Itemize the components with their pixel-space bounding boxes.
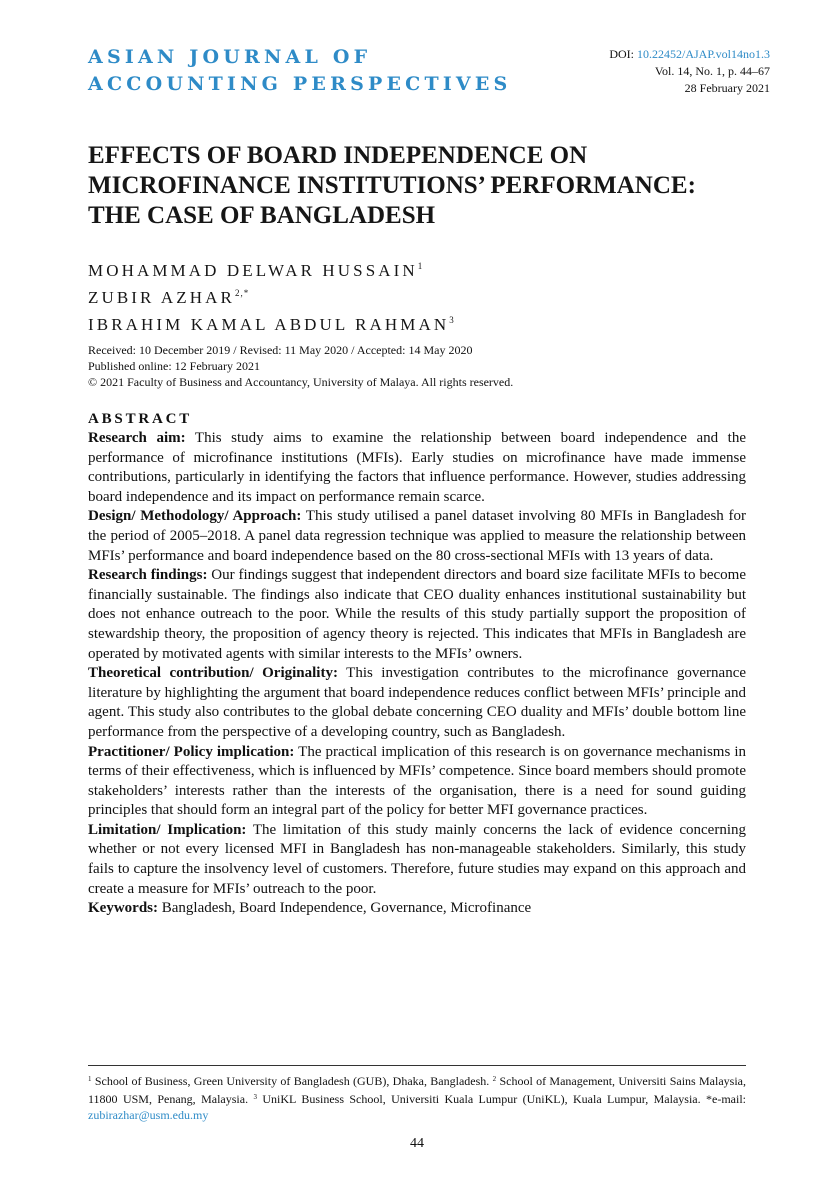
author-name: ZUBIR AZHAR xyxy=(88,288,235,307)
publication-history xyxy=(88,342,513,390)
section-text: This study utilised a panel dataset involving 80 MFIs in Bangladesh for the period of 2005–2018. A panel data regression technique was applied to measure the relationship between MFIs’ performance and board independence based on the 80 cross-sectional MFIs with 13 years of data. xyxy=(88,508,747,564)
abstract-findings xyxy=(88,566,746,664)
section-text: Our findings suggest that independent directors and board size facilitate MFIs to become financially sustainable. The findings also indicate that CEO duality enhances institutional sustainability but does not enhance outreach to the poor. While the results of this study partially support the proposition of stewardship theory, the proposition of agency theory is rejected. This indicates that MFIs in Bangladesh are operated by motivated agents with similar interests to the MFIs’ owners. xyxy=(88,567,746,662)
copyright: © 2021 Faculty of Business and Accountancy, University of Malaya. All rights reserved. xyxy=(88,375,514,389)
author-name: IBRAHIM KAMAL ABDUL RAHMAN xyxy=(88,315,450,334)
abstract xyxy=(88,410,746,919)
section-lead: Practitioner/ Policy implication: xyxy=(88,743,295,760)
section-text: This study aims to examine the relationship between board independence and the performance of microfinance institutions (MFIs). Early studies on microfinance have made immense contributions, particularly in identifying the factors that influence performance. However, studies addressing board independence and its impact on performance remain scarce. xyxy=(88,430,747,505)
section-text: The limitation of this study mainly concerns the lack of evidence concerning whether or not every licensed MFI in Bangladesh has non-manageable stakeholders. Similarly, this study fails to capture the insolvency level of customers. Therefore, future studies may expand on this approach and create a measure for MFIs’ outreach to the poor. xyxy=(88,821,746,897)
author-affiliation-mark: 1 xyxy=(417,261,424,271)
doi-label: DOI: xyxy=(609,47,637,61)
section-text: The practical implication of this research is on governance mechanisms in terms of their effectiveness, which is influenced by MFIs’ competence. Since board members should promote stakeholders’ interests rather than the interests of the organisation, there is a need for sound guiding principles that should form an integral part of the policy for better MFI governance practices. xyxy=(88,743,747,819)
article-meta xyxy=(609,46,770,97)
author-affiliation-mark: 2,* xyxy=(234,288,250,298)
section-lead: Research findings: xyxy=(88,567,208,584)
section-lead: Theoretical contribution/ Originality: xyxy=(88,665,338,682)
affiliation-footnote xyxy=(88,1071,746,1123)
abstract-keywords xyxy=(88,899,746,919)
author xyxy=(88,282,455,309)
abstract-heading: ABSTRACT xyxy=(88,411,193,427)
doi xyxy=(609,46,770,63)
received-revised-accepted: Received: 10 December 2019 / Revised: 11 May 2020 / Accepted: 14 May 2020 xyxy=(88,343,473,357)
section-text: Bangladesh, Board Independence, Governance, Microfinance xyxy=(158,900,532,917)
article-title xyxy=(88,141,768,231)
section-lead: Design/ Methodology/ Approach: xyxy=(88,508,302,525)
author xyxy=(88,309,455,336)
abstract-methodology xyxy=(88,507,746,566)
section-lead: Limitation/ Implication: xyxy=(88,821,247,838)
title-line2: MICROFINANCE INSTITUTIONS’ PERFORMANCE: xyxy=(88,172,696,199)
footnote-text: UniKL Business School, Universiti Kuala Lumpur (UniKL), Kuala Lumpur, Malaysia. *e-mail: xyxy=(256,1092,746,1106)
published-online: Published online: 12 February 2021 xyxy=(88,359,260,373)
footnote-mark: 1 xyxy=(88,1075,92,1083)
section-lead: Keywords: xyxy=(88,900,158,917)
footnote-text: School of Management, Universiti Sains Malaysia, 11800 USM, Penang, Malaysia. xyxy=(88,1074,747,1106)
footnote-divider xyxy=(88,1065,746,1066)
title-line3: THE CASE OF BANGLADESH xyxy=(88,202,436,229)
footnote-text: School of Business, Green University of Bangladesh (GUB), Dhaka, Bangladesh. xyxy=(91,1074,493,1088)
section-lead: Research aim: xyxy=(88,430,186,446)
page-number: 44 xyxy=(410,1136,424,1151)
doi-link[interactable]: 10.22452/AJAP.vol14no1.3 xyxy=(636,47,770,61)
author-affiliation-mark: 3 xyxy=(449,315,455,325)
author-list xyxy=(88,255,455,336)
journal-name-line2: ACCOUNTING PERSPECTIVES xyxy=(88,73,512,95)
section-text: This investigation contributes to the microfinance governance literature by highlighting the argument that board independence reduces conflict between MFIs’ principle and agent. This study also contributes to the global debate concerning CEO duality and MFIs’ double bottom line performance from the perspective of a developing country, such as Bangladesh. xyxy=(88,665,747,740)
title-line1: EFFECTS OF BOARD INDEPENDENCE ON xyxy=(88,142,588,169)
abstract-policy-implication xyxy=(88,743,746,821)
publication-date: 28 February 2021 xyxy=(684,81,770,95)
author-name: MOHAMMAD DELWAR HUSSAIN xyxy=(88,261,418,280)
footnote-mark: 2 xyxy=(492,1075,497,1083)
email-link[interactable]: zubirazhar@usm.edu.my xyxy=(88,1108,209,1122)
author xyxy=(88,255,455,282)
abstract-limitation xyxy=(88,821,746,899)
abstract-contribution xyxy=(88,664,746,742)
abstract-research-aim xyxy=(88,429,746,507)
journal-name-line1: ASIAN JOURNAL OF xyxy=(88,46,372,68)
volume-info: Vol. 14, No. 1, p. 44–67 xyxy=(654,64,770,78)
footnote-mark: 3 xyxy=(253,1093,257,1101)
journal-name xyxy=(88,44,511,98)
